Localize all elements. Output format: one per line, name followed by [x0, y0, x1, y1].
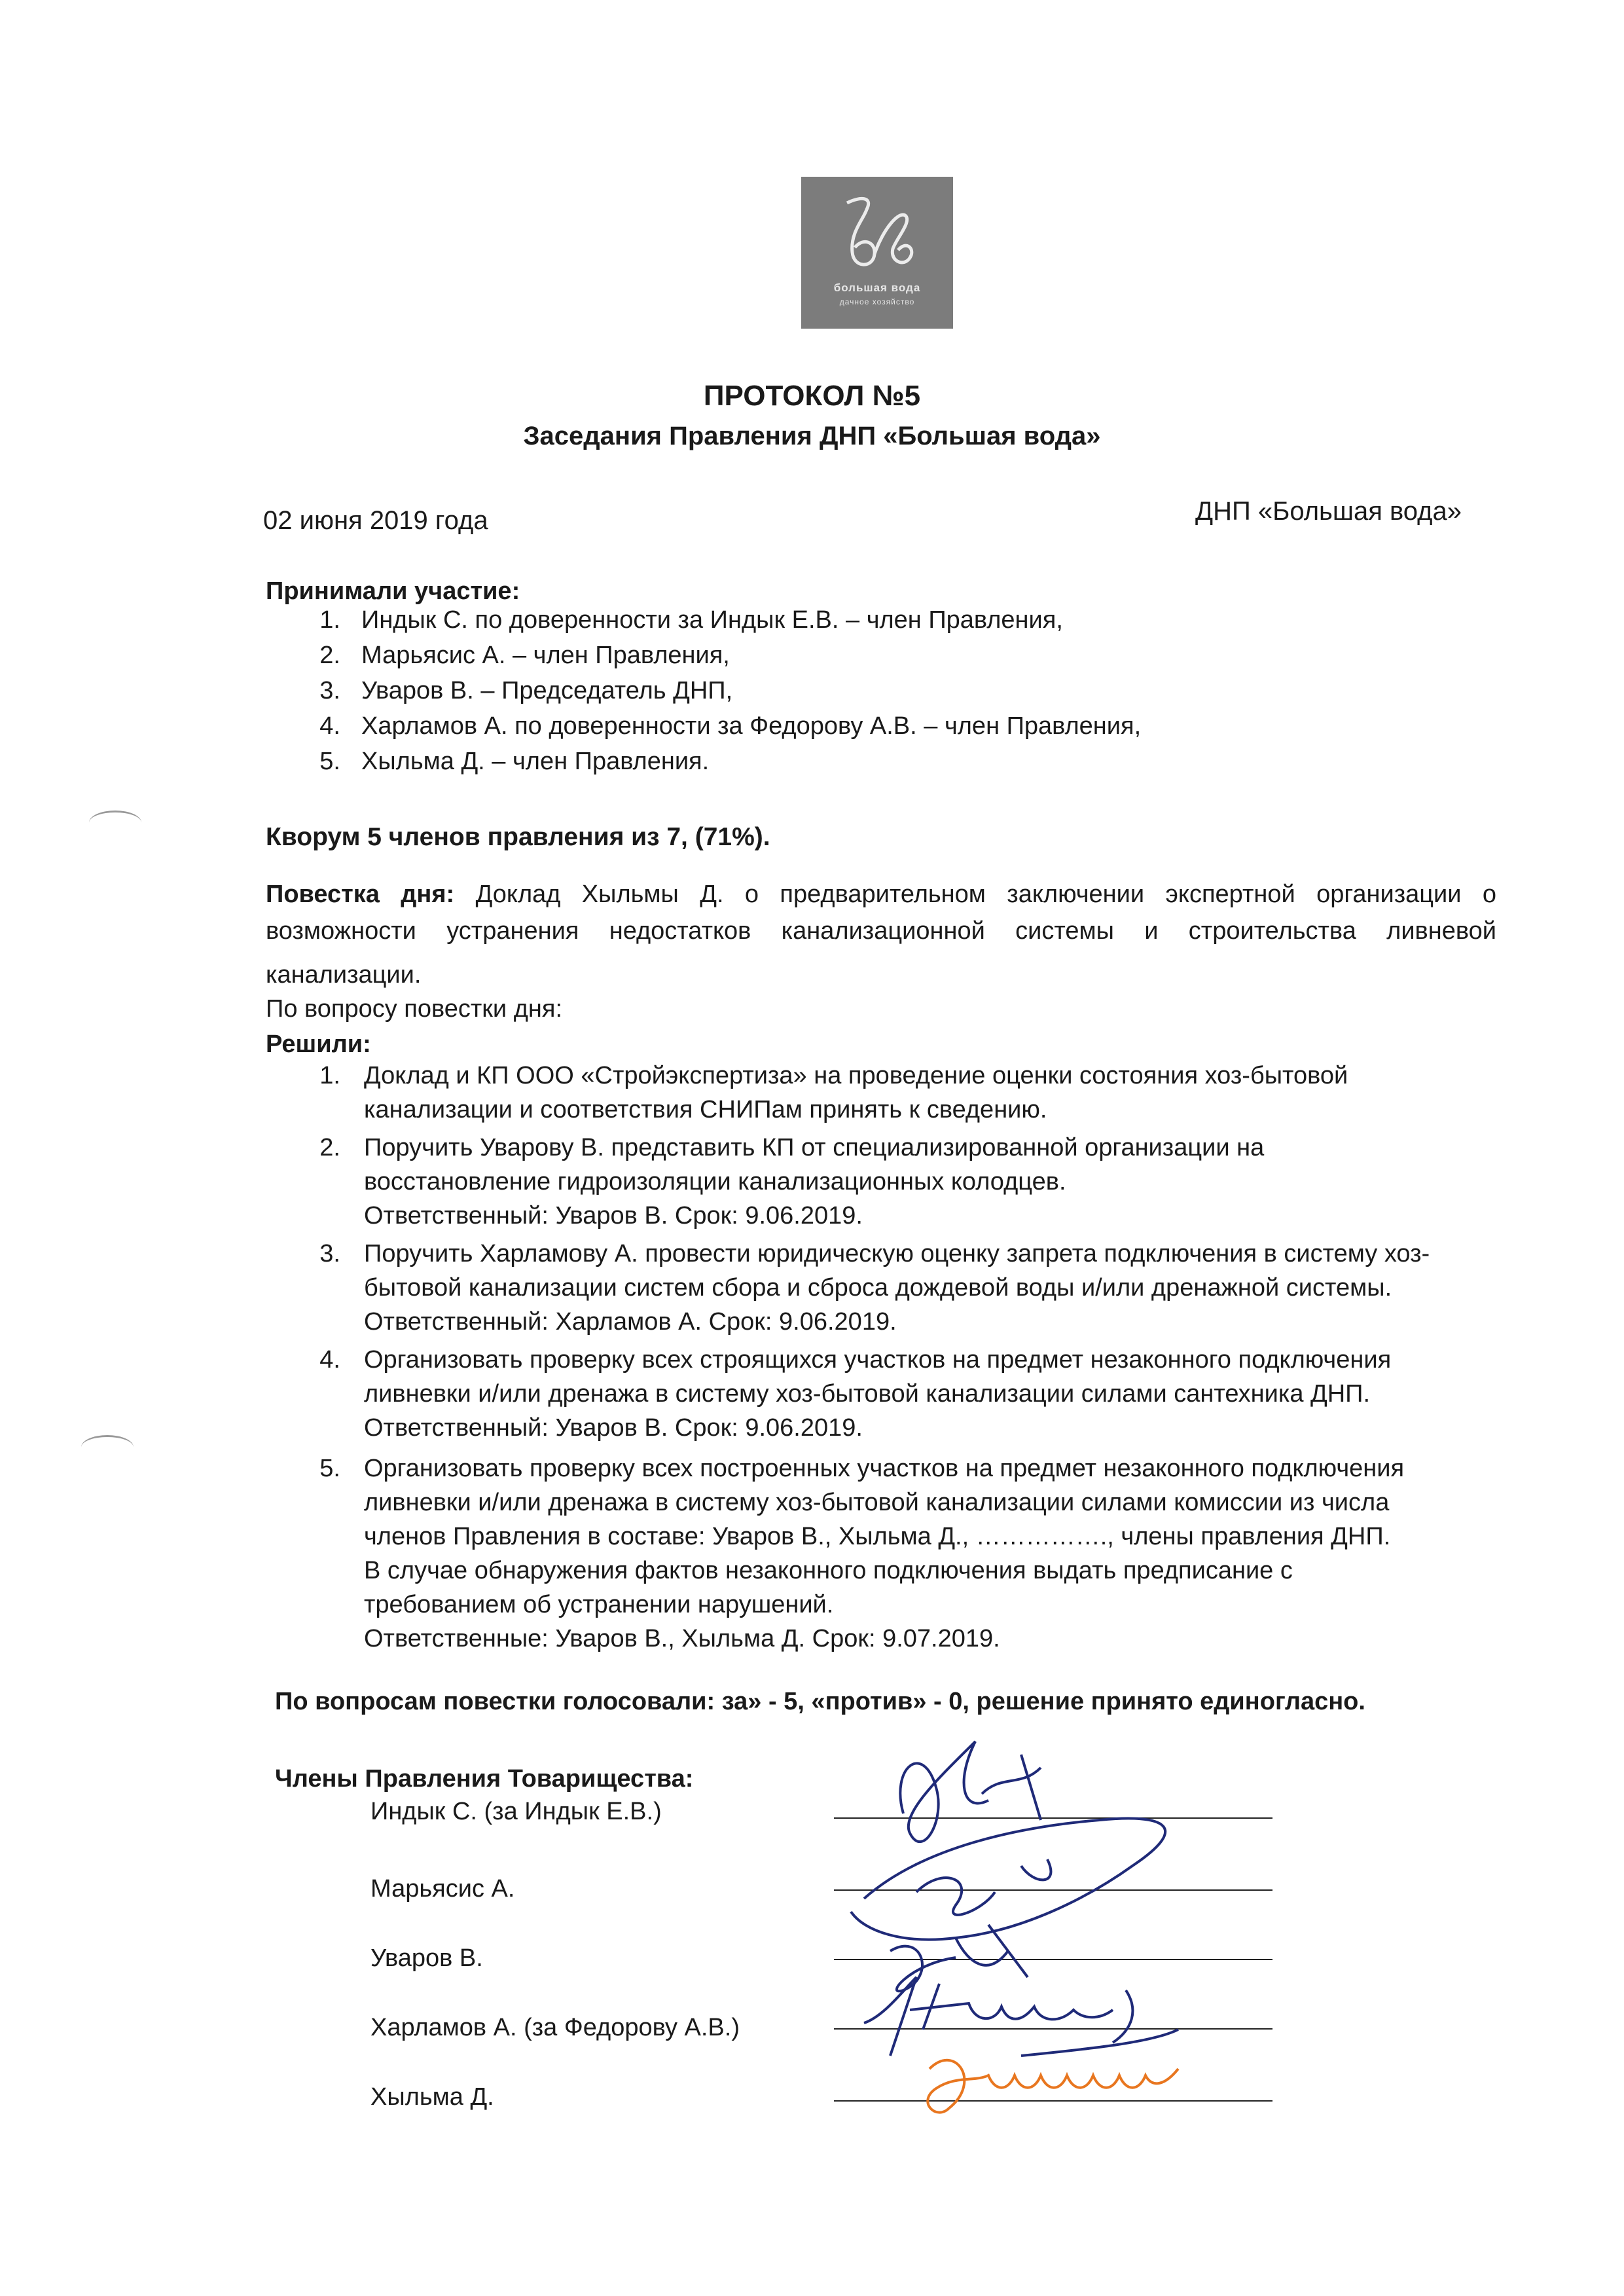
decision-line: Доклад и КП ООО «Стройэкспертиза» на проведение оценки состояния хоз-бытовой: [364, 1062, 1348, 1089]
signature-khylma: [928, 2060, 1178, 2113]
document-subtitle: Заседания Правления ДНП «Большая вода»: [523, 422, 1101, 450]
member-name: Индык С. (за Индык Е.В.): [370, 1798, 662, 1825]
vote-result: По вопросам повестки голосовали: за» - 5, «против» - 0, решение принято единогласно.: [275, 1688, 1365, 1715]
member-name: Марьясис А.: [370, 1875, 515, 1903]
signature-maryasis: [851, 1819, 1165, 1940]
decision-line: Поручить Харламову А. провести юридическую оценку запрета подключения в систему хоз-: [364, 1240, 1430, 1267]
agenda-line: [266, 876, 1496, 913]
agenda-label: Повестка дня:: [266, 881, 455, 908]
hole-punch-mark: [89, 811, 141, 835]
decision-line: ливневки и/или дренажа в систему хоз-бытовой канализации силами сантехника ДНП.: [364, 1380, 1371, 1408]
decision-line: бытовой канализации систем сбора и сброса дождевой воды и/или дренажной системы.: [364, 1274, 1392, 1302]
decision-number: 5.: [319, 1455, 340, 1482]
decision-line: Ответственный: Харламов А. Срок: 9.06.2019.: [364, 1308, 897, 1336]
decisions-heading: Решили:: [266, 1030, 371, 1058]
agenda-line: канализации.: [266, 961, 422, 989]
participant-item: Марьясис А. – член Правления,: [361, 642, 730, 669]
decision-line: Поручить Уварову В. представить КП от специализированной организации на: [364, 1134, 1265, 1161]
decision-line: Ответственный: Уваров В. Срок: 9.06.2019.: [364, 1414, 863, 1442]
participant-item: Харламов А. по доверенности за Федорову А.В. – член Правления,: [361, 712, 1142, 740]
decision-line: канализации и соответствия СНИПам принять к сведению.: [364, 1096, 1047, 1123]
participant-number: 4.: [319, 712, 340, 740]
decision-line: Организовать проверку всех строящихся участков на предмет незаконного подключения: [364, 1346, 1392, 1374]
logo-name: большая вода: [833, 282, 921, 294]
decision-line: требованием об устранении нарушений.: [364, 1591, 834, 1618]
decision-line: ливневки и/или дренажа в систему хоз-бытовой канализации силами комиссии из числа: [364, 1489, 1390, 1516]
agenda-text: Доклад Хыльмы Д. о предварительном заключении экспертной организации о: [475, 881, 1497, 908]
decision-number: 1.: [319, 1062, 340, 1089]
participant-item: Индык С. по доверенности за Индык Е.В. – член Правления,: [361, 606, 1063, 634]
agenda-question: По вопросу повестки дня:: [266, 995, 563, 1023]
signatures-handwritten: [825, 1715, 1322, 2134]
agenda-line: возможности устранения недостатков канализационной системы и строительства ливневой: [266, 917, 1496, 945]
member-name: Харламов А. (за Федорову А.В.): [370, 2014, 740, 2041]
signature-kharlamov: [864, 1977, 1178, 2056]
members-heading: Члены Правления Товарищества:: [275, 1765, 694, 1793]
participant-number: 2.: [319, 642, 340, 669]
participant-number: 1.: [319, 606, 340, 634]
participant-number: 3.: [319, 677, 340, 704]
participant-item: Уваров В. – Председатель ДНП,: [361, 677, 733, 704]
signature-indyk: [900, 1741, 1041, 1842]
decision-line: восстановление гидроизоляции канализационных колодцев.: [364, 1168, 1066, 1195]
decision-line: Ответственный: Уваров В. Срок: 9.06.2019.: [364, 1202, 863, 1230]
hole-punch-mark: [81, 1435, 134, 1459]
decision-number: 4.: [319, 1346, 340, 1374]
decision-number: 3.: [319, 1240, 340, 1267]
participant-number: 5.: [319, 748, 340, 775]
decision-number: 2.: [319, 1134, 340, 1161]
participant-item: Хыльма Д. – член Правления.: [361, 748, 710, 775]
meeting-place: ДНП «Большая вода»: [1195, 497, 1462, 526]
meeting-date: 02 июня 2019 года: [263, 506, 488, 535]
logo-tagline: дачное хозяйство: [839, 297, 915, 306]
document-title: ПРОТОКОЛ №5: [703, 380, 921, 412]
decision-line: Ответственные: Уваров В., Хыльма Д. Срок: 9.07.2019.: [364, 1625, 1000, 1652]
company-logo: [801, 177, 953, 329]
member-name: Уваров В.: [370, 1944, 483, 1972]
member-name: Хыльма Д.: [370, 2083, 494, 2111]
participants-heading: Принимали участие:: [266, 577, 520, 605]
decision-line: членов Правления в составе: Уваров В., Хыльма Д., ……………., члены правления ДНП.: [364, 1523, 1391, 1550]
agenda-block: [266, 876, 1496, 949]
decision-line: В случае обнаружения фактов незаконного подключения выдать предписание с: [364, 1557, 1293, 1584]
quorum-text: Кворум 5 членов правления из 7, (71%).: [266, 823, 770, 851]
decision-line: Организовать проверку всех построенных участков на предмет незаконного подключения: [364, 1455, 1405, 1482]
